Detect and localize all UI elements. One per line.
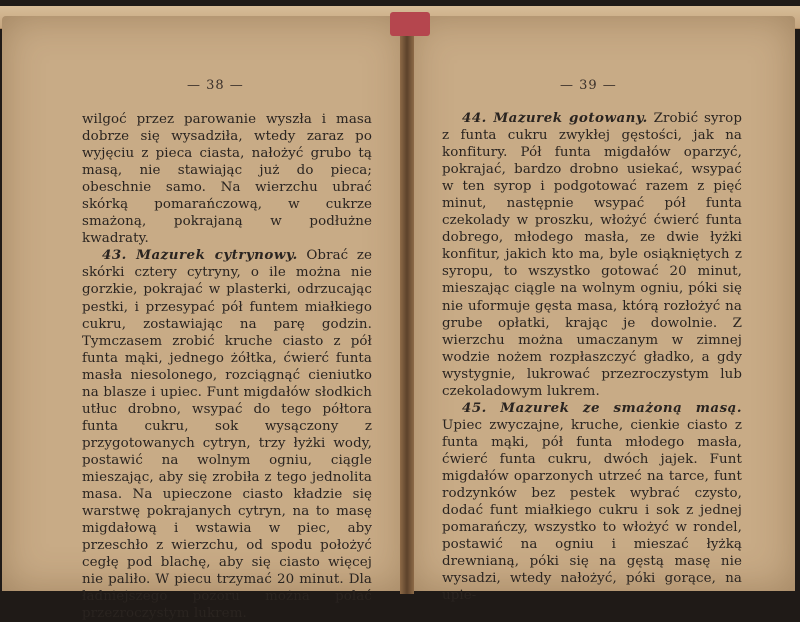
open-book [0, 6, 800, 622]
recipe-45-heading: 45. Mazurek ze smażoną masą. [462, 399, 742, 416]
recipe-44-text: Zrobić syrop z funta cukru zwykłej gęstości, jak na konfitury. Pół funta migdałów oparzyć, pokrajać, bardzo drobno usiekać, wsypać w ten syrop i podgotować razem z pięć minut, następnie wsypać pół funta czekolady w proszku, włożyć ćwierć funta dobrego, młodego masła, ze dwie łyżki konfitur, jakich kto ma, byle osiąkniętych z syropu, to wszystko gotować 20 minut, mieszając ciągle na wolnym ogniu, póki się nie uformuje gęsta masa, którą rozłożyć na grube opłatki, krając je dowolnie. Z wierzchu można umaczanym w zimnej wodzie nożem rozpłaszczyć gładko, a gdy wystygnie, lukrować przezroczystym lub czekoladowym lukrem. [442, 111, 742, 399]
recipe-45-text: Upiec zwyczajne, kruche, cienkie ciasto z funta mąki, pół funta młodego masła, ćwierć funta cukru, dwóch jajek. Funt migdałów oparzonych utrzeć na tarce, funt rodzynków bez pestek wybrać czysto, dodać funt miałkiego cukru i sok z jednej pomarańczy, wszystko to włożyć w rondel, postawić na ogniu i mieszać łyżką drewnianą, póki się na gęstą masę nie wysadzi, wtedy nałożyć, póki gorące, na upie- [442, 417, 742, 604]
recipe-44-heading: 44. Mazurek gotowany. [462, 110, 648, 126]
left-page-number: — 38 — [187, 78, 244, 93]
left-paragraph-continuation: wilgoć przez parowanie wyszła i masa dobrze się wysadziła, wtedy zaraz po wyjęciu z pieca ciasta, nałożyć grubo tą masą, nie stawiając już do pieca; obeschnie samo. Na wierzchu ubrać skórką pomarańczową, w cukrze smażoną, pokrajaną w podłużne kwadraty. [82, 112, 372, 247]
right-page [410, 16, 795, 604]
recipe-43-heading: 43. Mazurek cytrynowy. [102, 247, 298, 264]
recipe-44 [442, 110, 742, 400]
book-spine [400, 14, 414, 594]
right-page-text [442, 110, 742, 604]
left-page [2, 16, 406, 622]
bookmark-ribbon [390, 12, 430, 36]
recipe-43-text: Obrać ze skórki cztery cytryny, o ile można nie gorzkie, pokrajać w plasterki, odrzucając pestki, i przesypać pół funtem miałkiego cukru, zostawiając na parę godzin. Tymczasem zrobić kruche ciasto z pół funta mąki, jednego żółtka, ćwierć funta masła niesolonego, rozciągnąć cieniutko na blasze i upiec. Funt migdałów słodkich utłuc drobno, wsypać do tego półtora funta cukru, sok wysączony z przygotowanych cytryn, trzy łyżki wody, postawić na wolnym ogniu, ciągle mieszając, aby się zrobiła z tego jednolita masa. Na upieczone ciasto kładzie się warstwę pokrajanych cytryn, na to masę migdałową i wstawia w piec, aby przeschło z wierzchu, od spodu położyć cegłę pod blachę, aby się ciasto więcej nie paliło. W piecu trzymać 20 minut. Dla ładniejszego pozoru można polać przezroczystym lukrem. [82, 248, 372, 622]
right-page-number: — 39 — [560, 78, 617, 93]
recipe-43 [82, 247, 372, 622]
left-page-text [82, 111, 372, 622]
recipe-45 [442, 400, 742, 605]
